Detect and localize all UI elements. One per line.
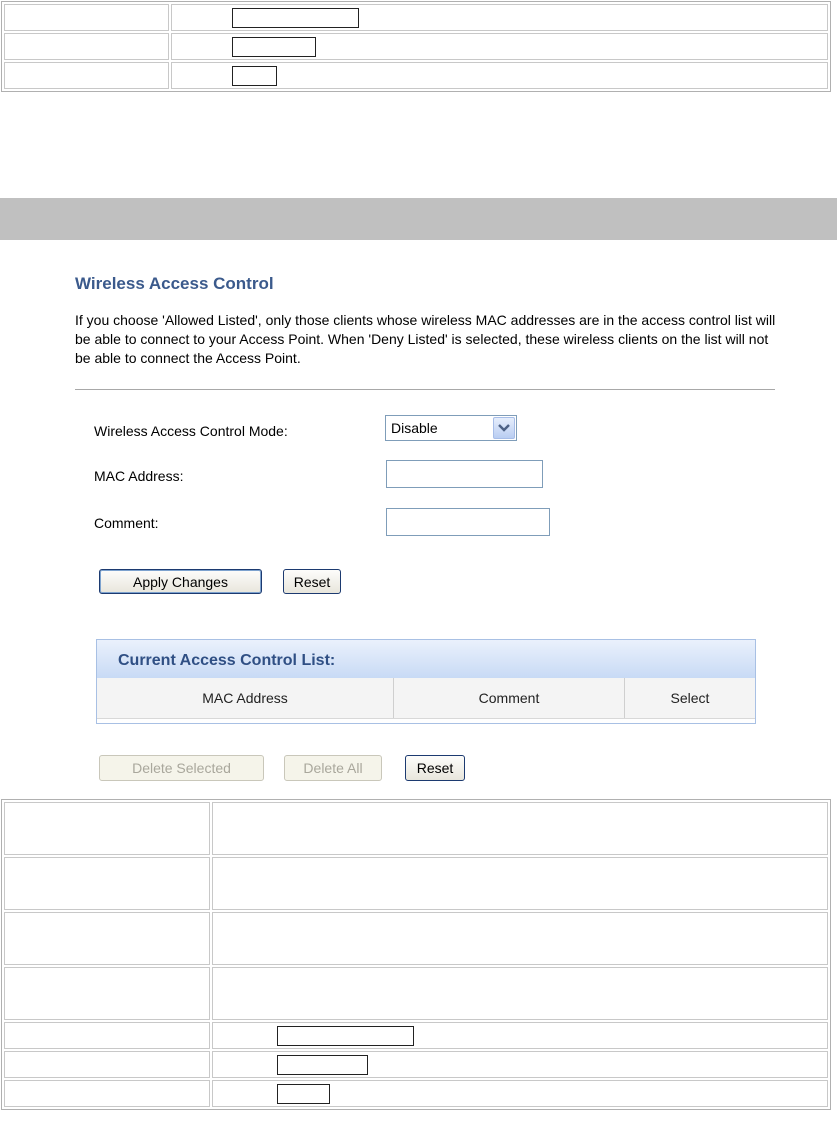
column-header-mac-address: MAC Address xyxy=(202,690,288,706)
table-cell xyxy=(171,4,828,31)
divider xyxy=(75,389,775,390)
top-doc-table xyxy=(1,1,831,92)
table-cell xyxy=(212,1080,828,1107)
table-cell xyxy=(4,857,210,910)
table-row xyxy=(4,802,828,855)
bottom-doc-table xyxy=(1,799,831,1110)
table-cell xyxy=(212,802,828,855)
table-row xyxy=(4,1080,828,1107)
table-cell xyxy=(212,912,828,965)
table-cell xyxy=(212,1051,828,1078)
access-control-list-panel xyxy=(96,639,756,724)
table-cell xyxy=(4,1080,210,1107)
table-cell xyxy=(4,1022,210,1049)
chevron-down-icon[interactable] xyxy=(493,417,515,439)
mac-address-input[interactable] xyxy=(386,460,543,488)
column-header-comment: Comment xyxy=(478,690,540,706)
small-button-placeholder xyxy=(277,1084,330,1104)
delete-selected-button[interactable]: Delete Selected xyxy=(99,755,264,781)
mac-address-label: MAC Address: xyxy=(94,468,184,484)
page-title: Wireless Access Control xyxy=(75,274,274,293)
table-cell xyxy=(4,1051,210,1078)
acl-column-headers xyxy=(97,678,755,719)
table-cell xyxy=(212,967,828,1020)
table-row xyxy=(4,1051,828,1078)
reset-button-placeholder xyxy=(277,1055,368,1075)
mode-label: Wireless Access Control Mode: xyxy=(94,423,288,439)
table-row xyxy=(4,967,828,1020)
table-row xyxy=(4,1022,828,1049)
table-row xyxy=(4,62,828,89)
apply-button-placeholder xyxy=(232,8,359,28)
page-description: If you choose 'Allowed Listed', only those clients whose wireless MAC addresses are in the access control list will be able to connect to your Access Point. When 'Deny Listed' is selected, these wireless clients on the list will not be able to connect the Access Point. xyxy=(75,312,776,366)
acl-header xyxy=(97,640,755,679)
table-row xyxy=(4,4,828,31)
reset-button[interactable]: Reset xyxy=(283,569,341,594)
apply-changes-button[interactable]: Apply Changes xyxy=(99,569,262,594)
table-row xyxy=(4,33,828,60)
acl-title: Current Access Control List: xyxy=(118,652,336,669)
table-cell xyxy=(4,33,169,60)
table-cell xyxy=(4,967,210,1020)
reset-list-button[interactable]: Reset xyxy=(405,755,465,781)
comment-input[interactable] xyxy=(386,508,550,536)
table-cell xyxy=(4,912,210,965)
mode-select[interactable] xyxy=(385,415,517,441)
delete-all-button[interactable]: Delete All xyxy=(284,755,382,781)
table-row xyxy=(4,857,828,910)
comment-label: Comment: xyxy=(94,515,159,531)
apply-button-placeholder xyxy=(277,1026,414,1046)
small-button-placeholder xyxy=(232,66,277,86)
column-header-select: Select xyxy=(670,690,710,706)
table-cell xyxy=(212,857,828,910)
table-cell xyxy=(4,802,210,855)
table-cell xyxy=(4,62,169,89)
table-cell xyxy=(4,4,169,31)
table-cell xyxy=(171,62,828,89)
mode-select-value: Disable xyxy=(391,420,438,436)
table-cell xyxy=(171,33,828,60)
table-cell xyxy=(212,1022,828,1049)
table-row xyxy=(4,912,828,965)
reset-button-placeholder xyxy=(232,37,316,57)
section-separator-bar xyxy=(0,198,837,240)
